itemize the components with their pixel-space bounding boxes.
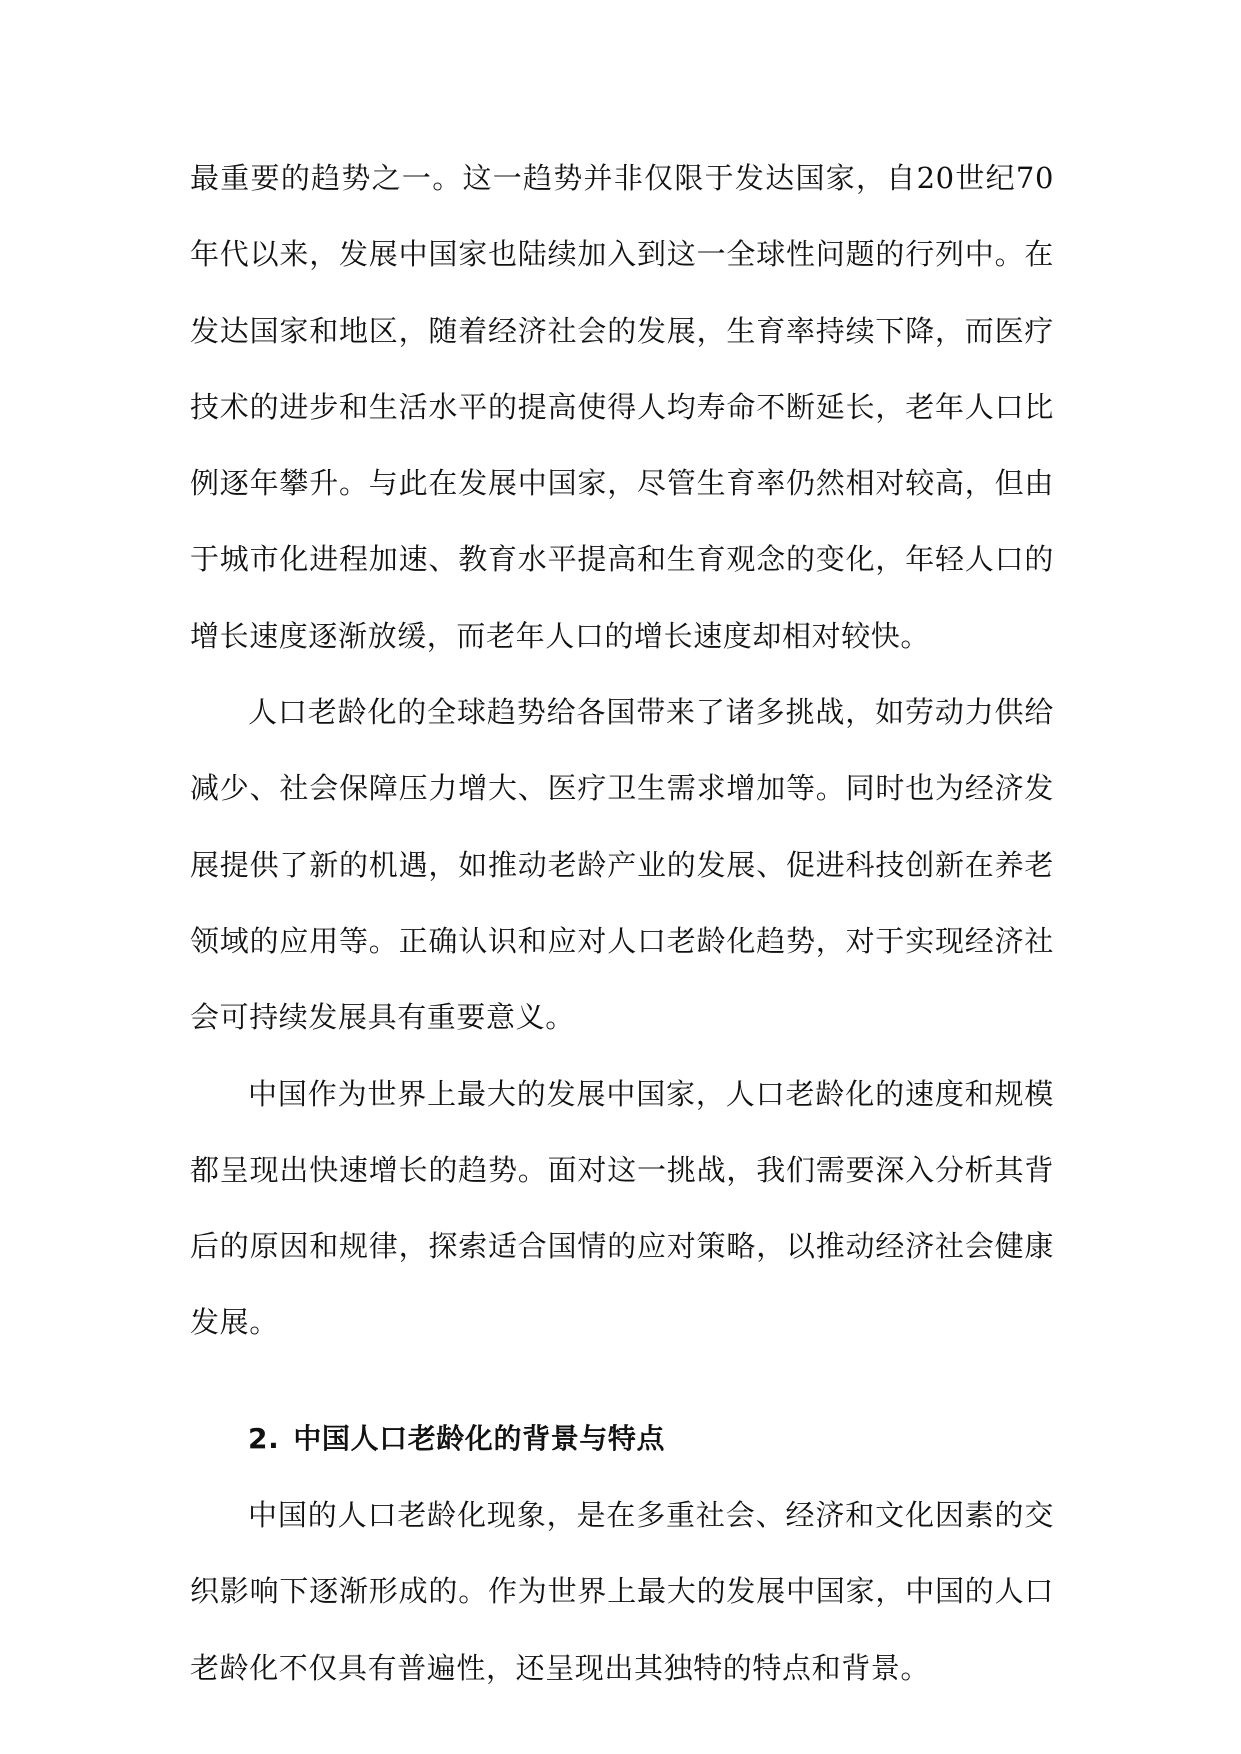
paragraph-section-intro: 中国的人口老龄化现象，是在多重社会、经济和文化因素的交织影响下逐渐形成的。作为世界上最大的发展中国家，中国的人口老龄化不仅具有普遍性，还呈现出其独特的特点和背景。 bbox=[190, 1498, 1054, 1685]
paragraph-continued: 最重要的趋势之一。这一趋势并非仅限于发达国家，自20世纪70年代以来，发展中国家也陆续加入到这一全球性问题的行列中。在发达国家和地区，随着经济社会的发展，生育率持续下降，而医疗技术的进步和生活水平的提高使得人均寿命不断延长，老年人口比例逐年攀升。与此在发展中国家，尽管生育率仍然相对较高，但由于城市化进程加速、教育水平提高和生育观念的变化，年轻人口的增长速度逐渐放缓，而老年人口的增长速度却相对较快。 bbox=[190, 161, 1054, 653]
paragraph-china-trend: 中国作为世界上最大的发展中国家，人口老龄化的速度和规模都呈现出快速增长的趋势。面对这一挑战，我们需要深入分析其背后的原因和规律，探索适合国情的应对策略，以推动经济社会健康发展。 bbox=[190, 1076, 1054, 1340]
section-number: 2. bbox=[248, 1421, 280, 1455]
section-title: 中国人口老龄化的背景与特点 bbox=[293, 1421, 666, 1455]
document-body bbox=[190, 140, 1054, 1706]
paragraph-global-challenges: 人口老龄化的全球趋势给各国带来了诸多挑战，如劳动力供给减少、社会保障压力增大、医疗卫生需求增加等。同时也为经济发展提供了新的机遇，如推动老龄产业的发展、促进科技创新在养老领域的应用等。正确认识和应对人口老龄化趋势，对于实现经济社会可持续发展具有重要意义。 bbox=[190, 695, 1054, 1035]
section-heading bbox=[190, 1401, 1054, 1477]
